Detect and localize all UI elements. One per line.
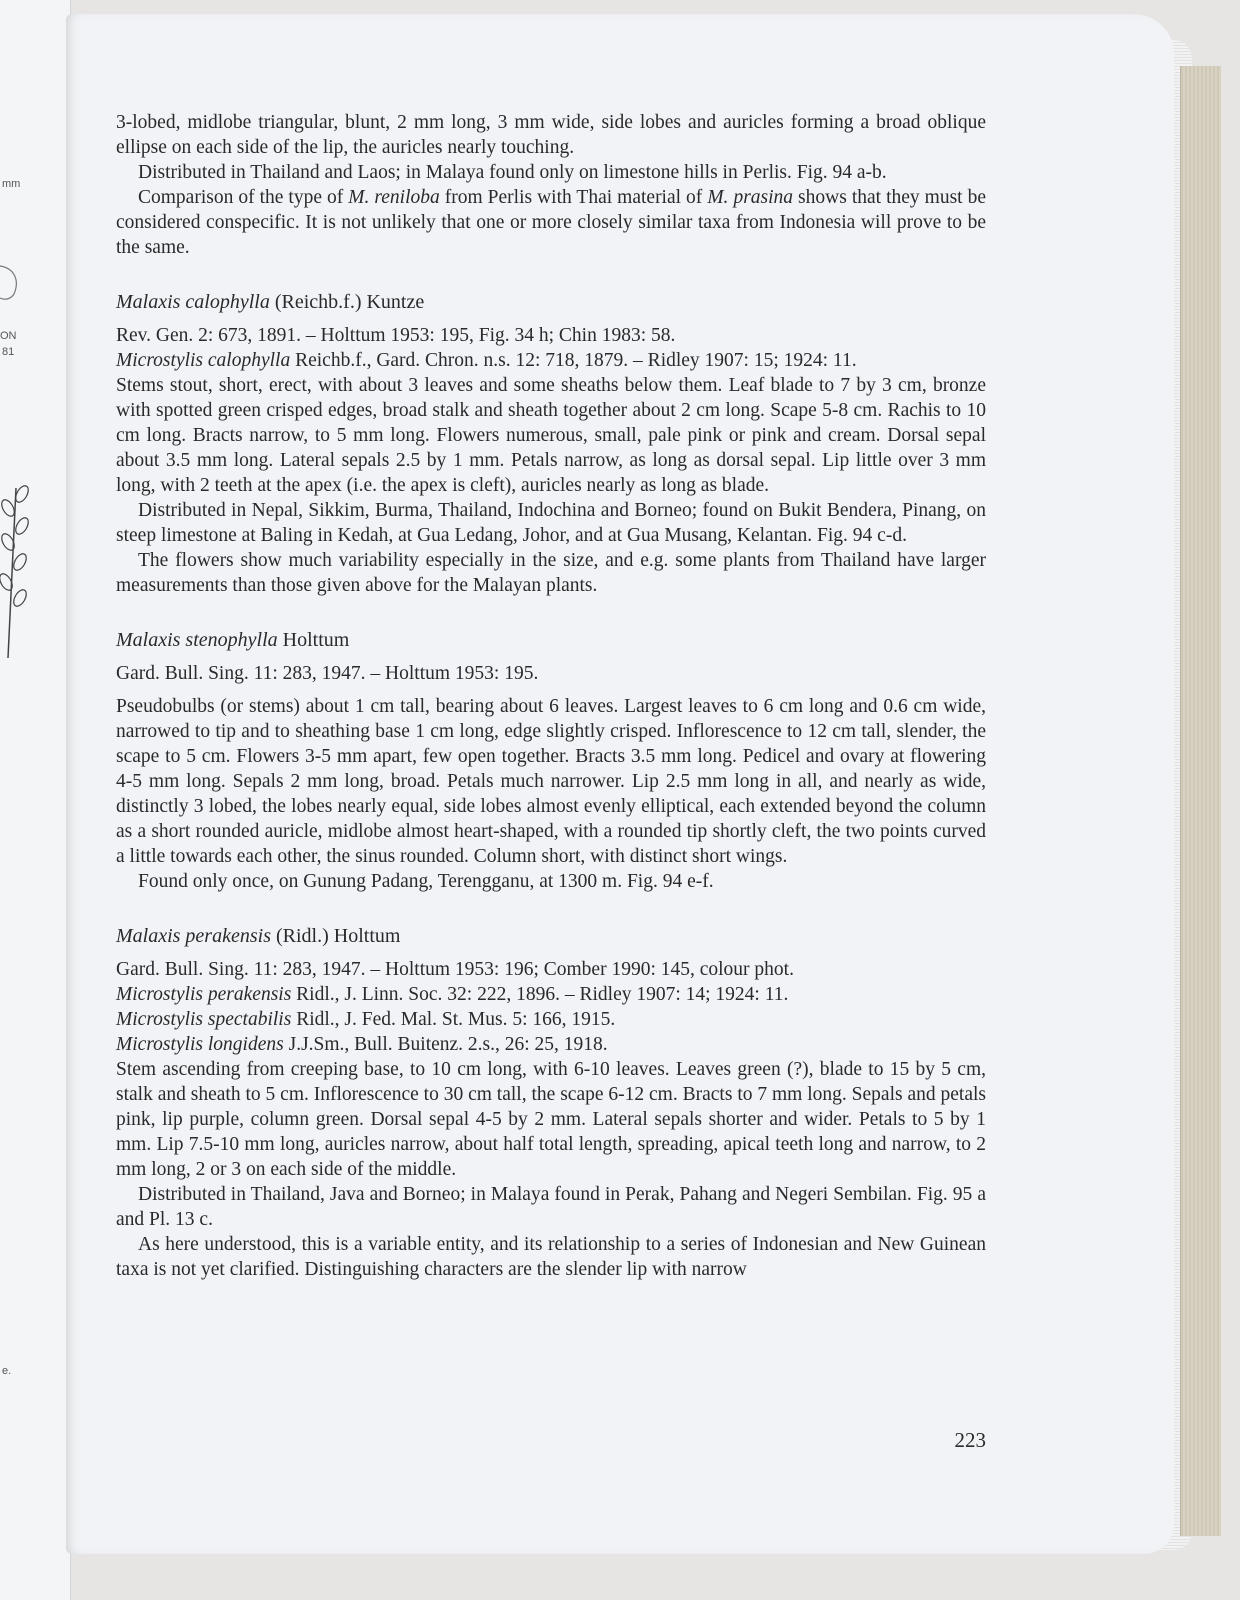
comparison-paragraph: Comparison of the type of M. reniloba from Perlis with Thai material of M. prasina shows that they must be considered conspecific. It is not unlikely that one or more closely similar taxa from Indonesia will prove to be the same. <box>116 187 986 258</box>
distribution-paragraph: Distributed in Nepal, Sikkim, Burma, Thailand, Indochina and Borneo; found on Bukit Bendera, Pinang, on steep limestone at Baling in Kedah, at Gua Ledang, Johor, and at Gua Musang, Kelantan. Fig. 94 c-d. <box>116 500 986 546</box>
species-entry-stenophylla <box>116 628 986 894</box>
text-column <box>116 110 986 1452</box>
species-heading: Malaxis perakensis (Ridl.) Holttum <box>116 925 401 947</box>
body-paragraph: 3-lobed, midlobe triangular, blunt, 2 mm long, 3 mm wide, side lobes and auricles forming a broad oblique ellipse on each side of the lip, the auricles nearly touching. <box>116 112 986 158</box>
intro-section <box>116 110 986 260</box>
description-paragraph: Stem ascending from creeping base, to 10 cm long, with 6-10 leaves. Leaves green (?), blade to 15 by 5 cm, stalk and sheath to 5 cm. Inflorescence to 30 cm tall, the scape 6-12 cm. Bracts to 7 mm long. Sepals and petals pink, lip purple, column green. Dorsal sepal 4-5 by 2 mm. Lateral sepals shorter and wider. Petals to 5 by 1 mm. Lip 7.5-10 mm long, auricles narrow, about half total length, spreading, apical teeth long and narrow, to 2 mm long, 2 or 3 on each side of the middle. <box>116 1059 986 1180</box>
left-margin-fragment: e. <box>2 1365 12 1377</box>
taxon-name: M. prasina <box>707 187 794 208</box>
left-margin-fragment: mm <box>2 178 21 190</box>
species-heading: Malaxis stenophylla Holttum <box>116 629 350 651</box>
note-paragraph: As here understood, this is a variable entity, and its relationship to a series of Indonesian and New Guinean taxa is not yet clarified. Distinguishing characters are the slender lip with narrow <box>116 1234 986 1280</box>
synonym-line: Microstylis spectabilis Ridl., J. Fed. Mal. St. Mus. 5: 166, 1915. <box>116 1009 616 1030</box>
page-number: 223 <box>954 1428 986 1452</box>
left-sketch-drawing <box>0 262 22 302</box>
left-page <box>0 0 71 1600</box>
synonym-line: Microstylis calophylla Reichb.f., Gard. Chron. n.s. 12: 718, 1879. – Ridley 1907: 15; 1924: 11. <box>116 350 857 371</box>
species-entry-calophylla <box>116 290 986 598</box>
description-paragraph: Stems stout, short, erect, with about 3 leaves and some sheaths below them. Leaf blade to 7 by 3 cm, bronze with spotted green crisped edges, broad stalk and sheath together about 2 cm long. Scape 5-8 cm. Rachis to 10 cm long. Bracts narrow, to 5 mm long. Flowers numerous, small, pale pink or pink and cream. Dorsal sepal about 3.5 mm long. Lateral sepals 2.5 by 1 mm. Petals narrow, as long as dorsal sepal. Lip little over 3 mm long, with 2 teeth at the apex (i.e. the apex is cleft), auricles nearly as long as blade. <box>116 375 986 496</box>
description-paragraph: Pseudobulbs (or stems) about 1 cm tall, bearing about 6 leaves. Largest leaves to 6 cm long and 0.6 cm wide, narrowed to tip and to sheathing base 1 cm long, edge slightly crisped. Inflorescence to 12 cm tall, slender, the scape to 5 cm. Flowers 3-5 mm apart, few open together. Bracts 3.5 mm long. Pedicel and ovary at flowering 4-5 mm long. Sepals 2 mm long, broad. Petals much narrower. Lip 2.5 mm long in all, and nearly as wide, distinctly 3 lobed, the lobes nearly equal, side lobes almost evenly elliptical, each extended beyond the column as a short rounded auricle, midlobe almost heart-shaped, with a rounded tip shortly cleft, the two points curved a little towards each other, the sinus rounded. Column short, with distinct short wings. <box>116 696 986 867</box>
book-cover-cloth <box>1180 66 1221 1536</box>
reference-line: Rev. Gen. 2: 673, 1891. – Holttum 1953: 195, Fig. 34 h; Chin 1983: 58. <box>116 325 676 346</box>
left-margin-fragment: 81 <box>2 346 15 358</box>
reference-line: Gard. Bull. Sing. 11: 283, 1947. – Holttum 1953: 195. <box>116 663 539 684</box>
synonym-line: Microstylis perakensis Ridl., J. Linn. Soc. 32: 222, 1896. – Ridley 1907: 14; 1924: 11. <box>116 984 789 1005</box>
left-margin-fragment: ON <box>0 330 17 342</box>
plant-illustration <box>0 478 34 658</box>
distribution-paragraph: Found only once, on Gunung Padang, Terengganu, at 1300 m. Fig. 94 e-f. <box>138 871 714 892</box>
note-paragraph: The flowers show much variability especially in the size, and e.g. some plants from Thailand have larger measurements than those given above for the Malayan plants. <box>116 550 986 596</box>
body-paragraph: Distributed in Thailand and Laos; in Malaya found only on limestone hills in Perlis. Fig. 94 a-b. <box>138 162 887 183</box>
synonym-line: Microstylis longidens J.J.Sm., Bull. Buitenz. 2.s., 26: 25, 1918. <box>116 1034 608 1055</box>
species-heading: Malaxis calophylla (Reichb.f.) Kuntze <box>116 291 425 313</box>
taxon-name: M. reniloba <box>348 187 440 208</box>
species-entry-perakensis <box>116 924 986 1282</box>
reference-line: Gard. Bull. Sing. 11: 283, 1947. – Holttum 1953: 196; Comber 1990: 145, colour phot. <box>116 959 794 980</box>
distribution-paragraph: Distributed in Thailand, Java and Borneo; in Malaya found in Perak, Pahang and Negeri Sembilan. Fig. 95 a and Pl. 13 c. <box>116 1184 986 1230</box>
